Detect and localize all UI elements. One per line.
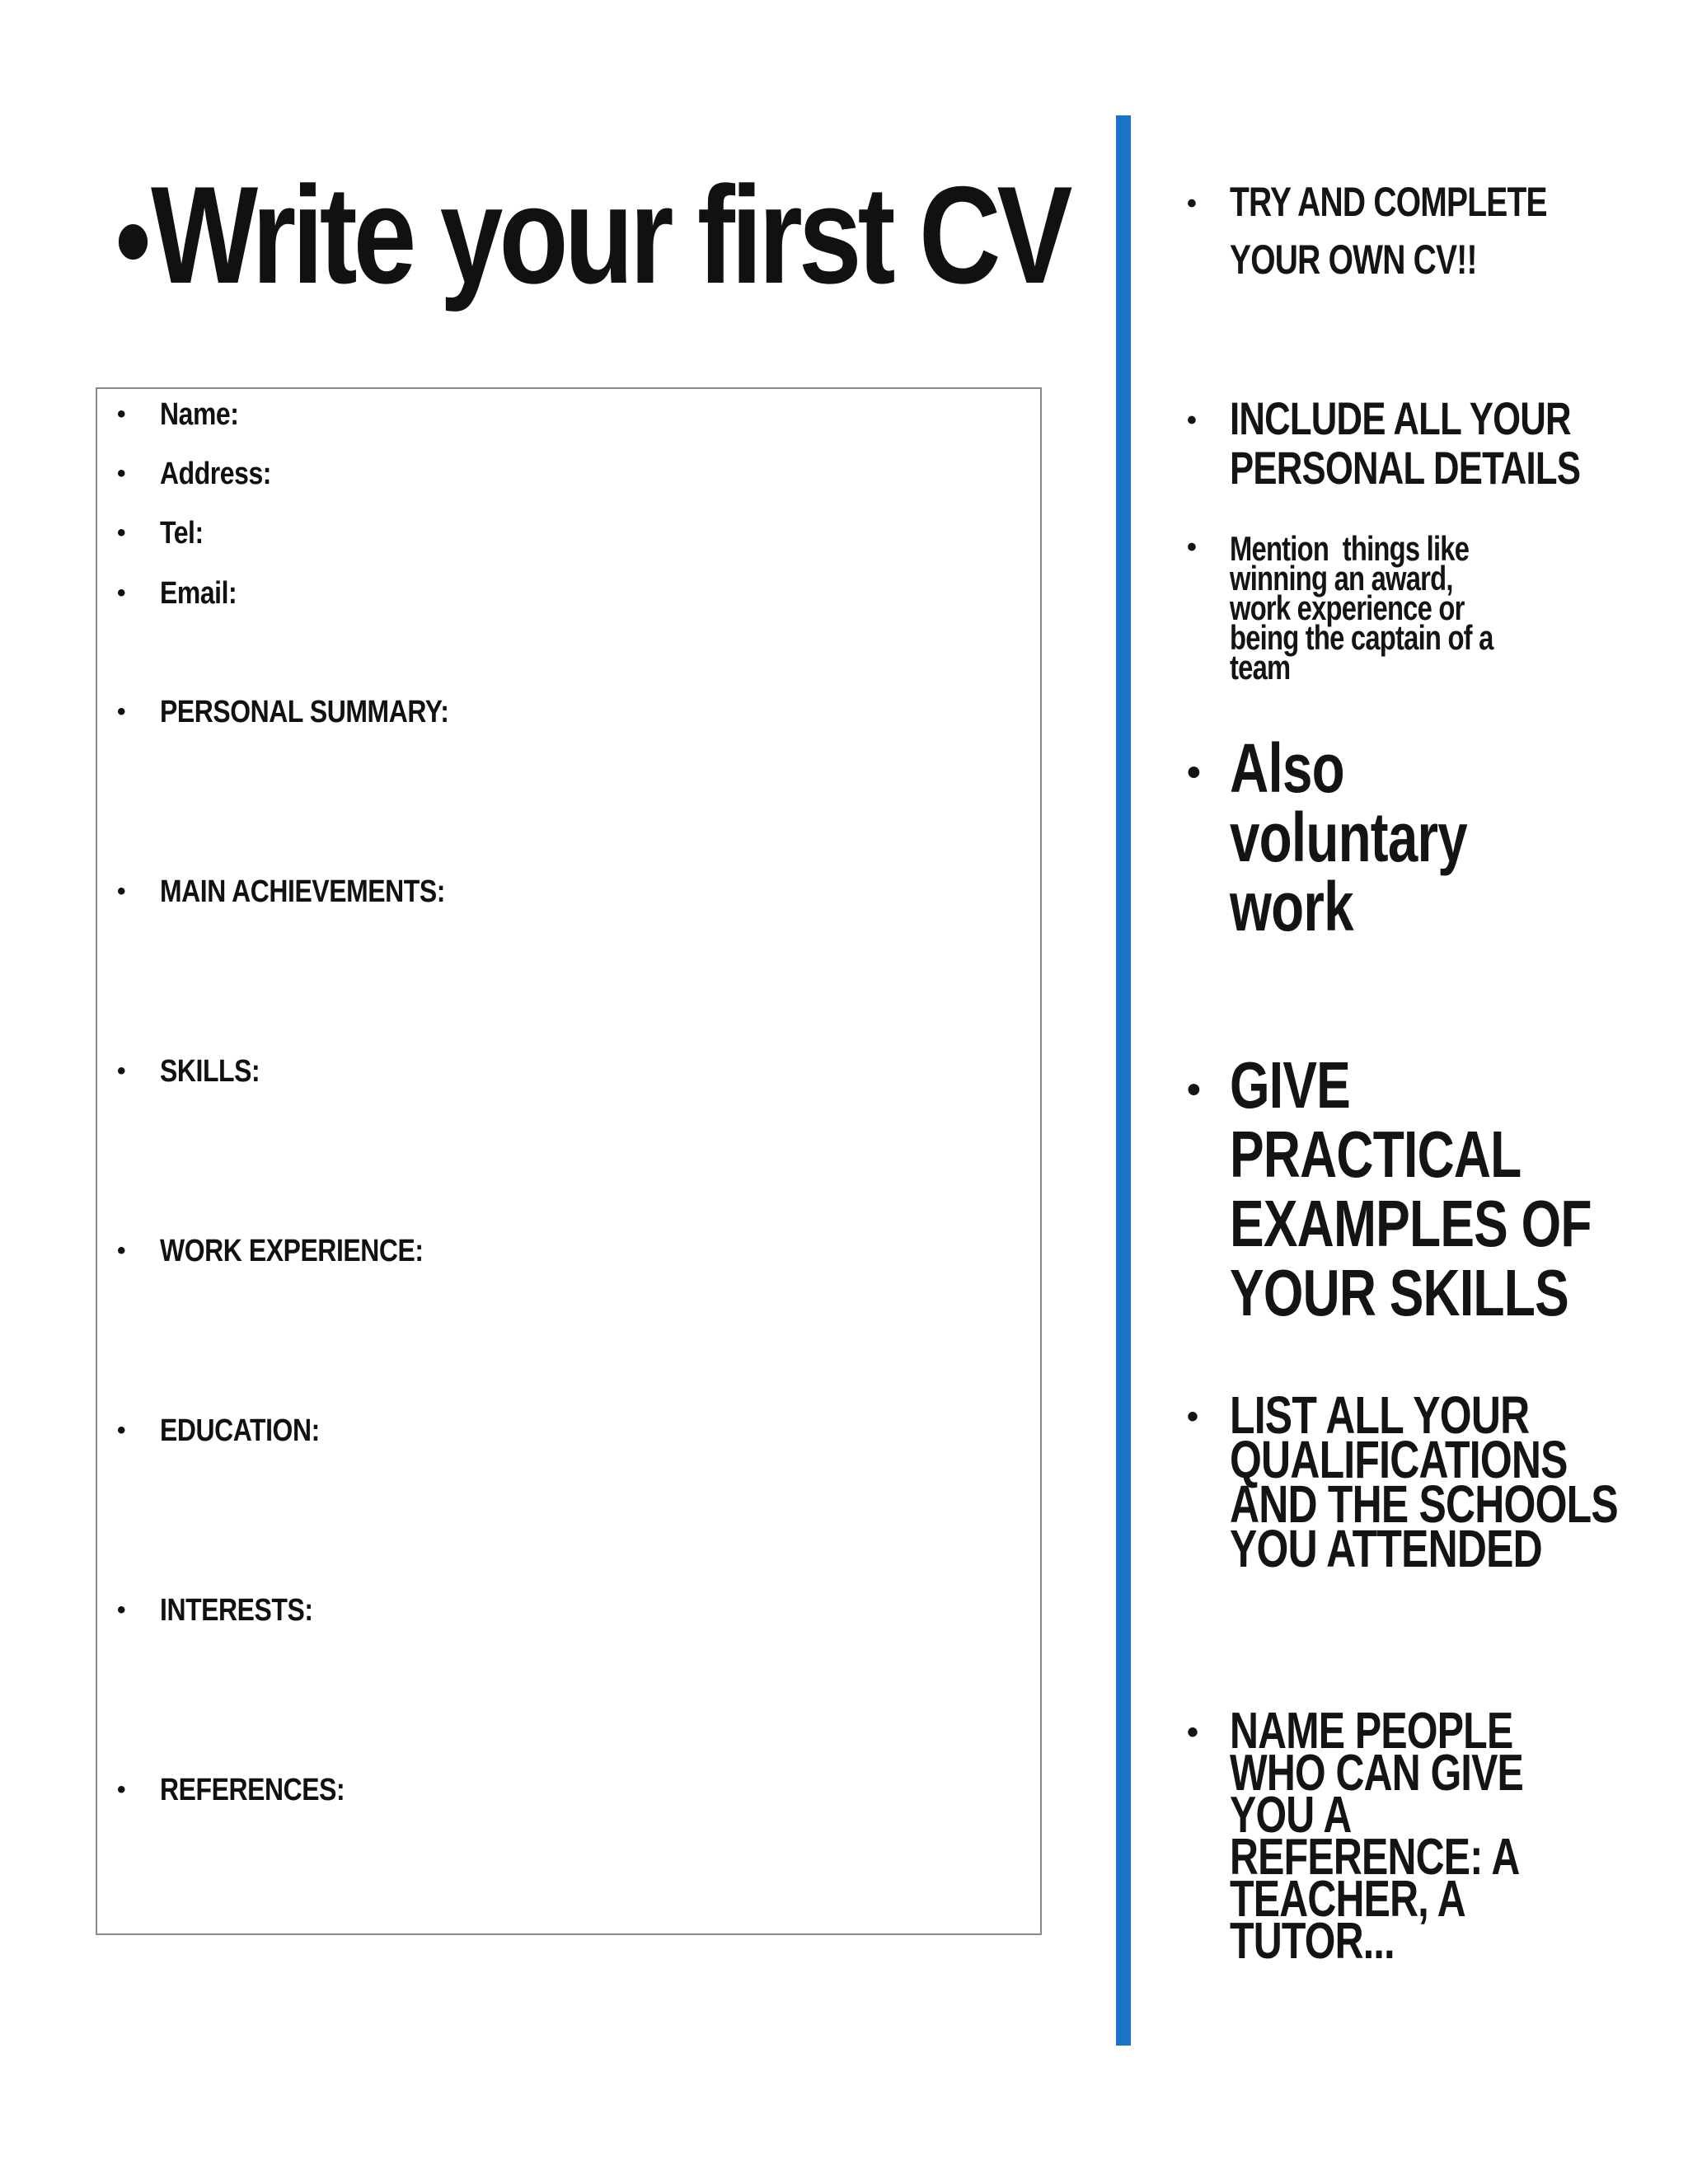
field-personal-summary: • PERSONAL SUMMARY: xyxy=(117,695,449,729)
field-tel: • Tel: xyxy=(117,516,204,551)
field-label: Name: xyxy=(160,397,239,432)
field-label: PERSONAL SUMMARY: xyxy=(160,695,449,729)
field-skills: • SKILLS: xyxy=(117,1054,260,1089)
vertical-divider xyxy=(1116,115,1131,2046)
cv-form-box xyxy=(96,387,1042,1935)
tip-text: LIST ALL YOUR QUALIFICATIONS AND THE SCHOOLS YOU ATTENDED xyxy=(1230,1385,1618,1578)
title-text: Write your first CV xyxy=(151,157,1069,312)
field-references: • REFERENCES: xyxy=(117,1773,345,1807)
tip-text: NAME PEOPLE WHO CAN GIVE YOU A REFERENCE: A TEACHER, A TUTOR... xyxy=(1230,1703,1524,1970)
tip-text: TRY AND COMPLETE YOUR OWN CV!! xyxy=(1230,179,1547,283)
field-label: REFERENCES: xyxy=(160,1773,345,1807)
tip-text: INCLUDE ALL YOUR PERSONAL DETAILS xyxy=(1230,392,1581,494)
field-label: WORK EXPERIENCE: xyxy=(160,1234,424,1268)
field-label: MAIN ACHIEVEMENTS: xyxy=(160,874,445,909)
field-label: Address: xyxy=(160,457,272,491)
field-label: INTERESTS: xyxy=(160,1593,313,1628)
field-interests: • INTERESTS: xyxy=(117,1593,313,1628)
field-main-achievements: • MAIN ACHIEVEMENTS: xyxy=(117,874,445,909)
field-name: • Name: xyxy=(117,397,239,432)
tip-text: Mention things like winning an award, work experience or being the captain of a team xyxy=(1230,529,1493,687)
field-label: Email: xyxy=(160,576,237,611)
field-label: Tel: xyxy=(160,516,204,551)
tip-text: Also voluntary work xyxy=(1230,729,1467,945)
field-address: • Address: xyxy=(117,457,272,491)
field-education: • EDUCATION: xyxy=(117,1413,320,1448)
tip-text: GIVE PRACTICAL EXAMPLES OF YOUR SKILLS xyxy=(1230,1048,1592,1329)
title-bullet: • xyxy=(115,171,148,309)
field-email: • Email: xyxy=(117,576,237,611)
page-title xyxy=(115,157,1069,318)
field-label: SKILLS: xyxy=(160,1054,260,1089)
field-work-experience: • WORK EXPERIENCE: xyxy=(117,1234,424,1268)
field-label: EDUCATION: xyxy=(160,1413,320,1448)
